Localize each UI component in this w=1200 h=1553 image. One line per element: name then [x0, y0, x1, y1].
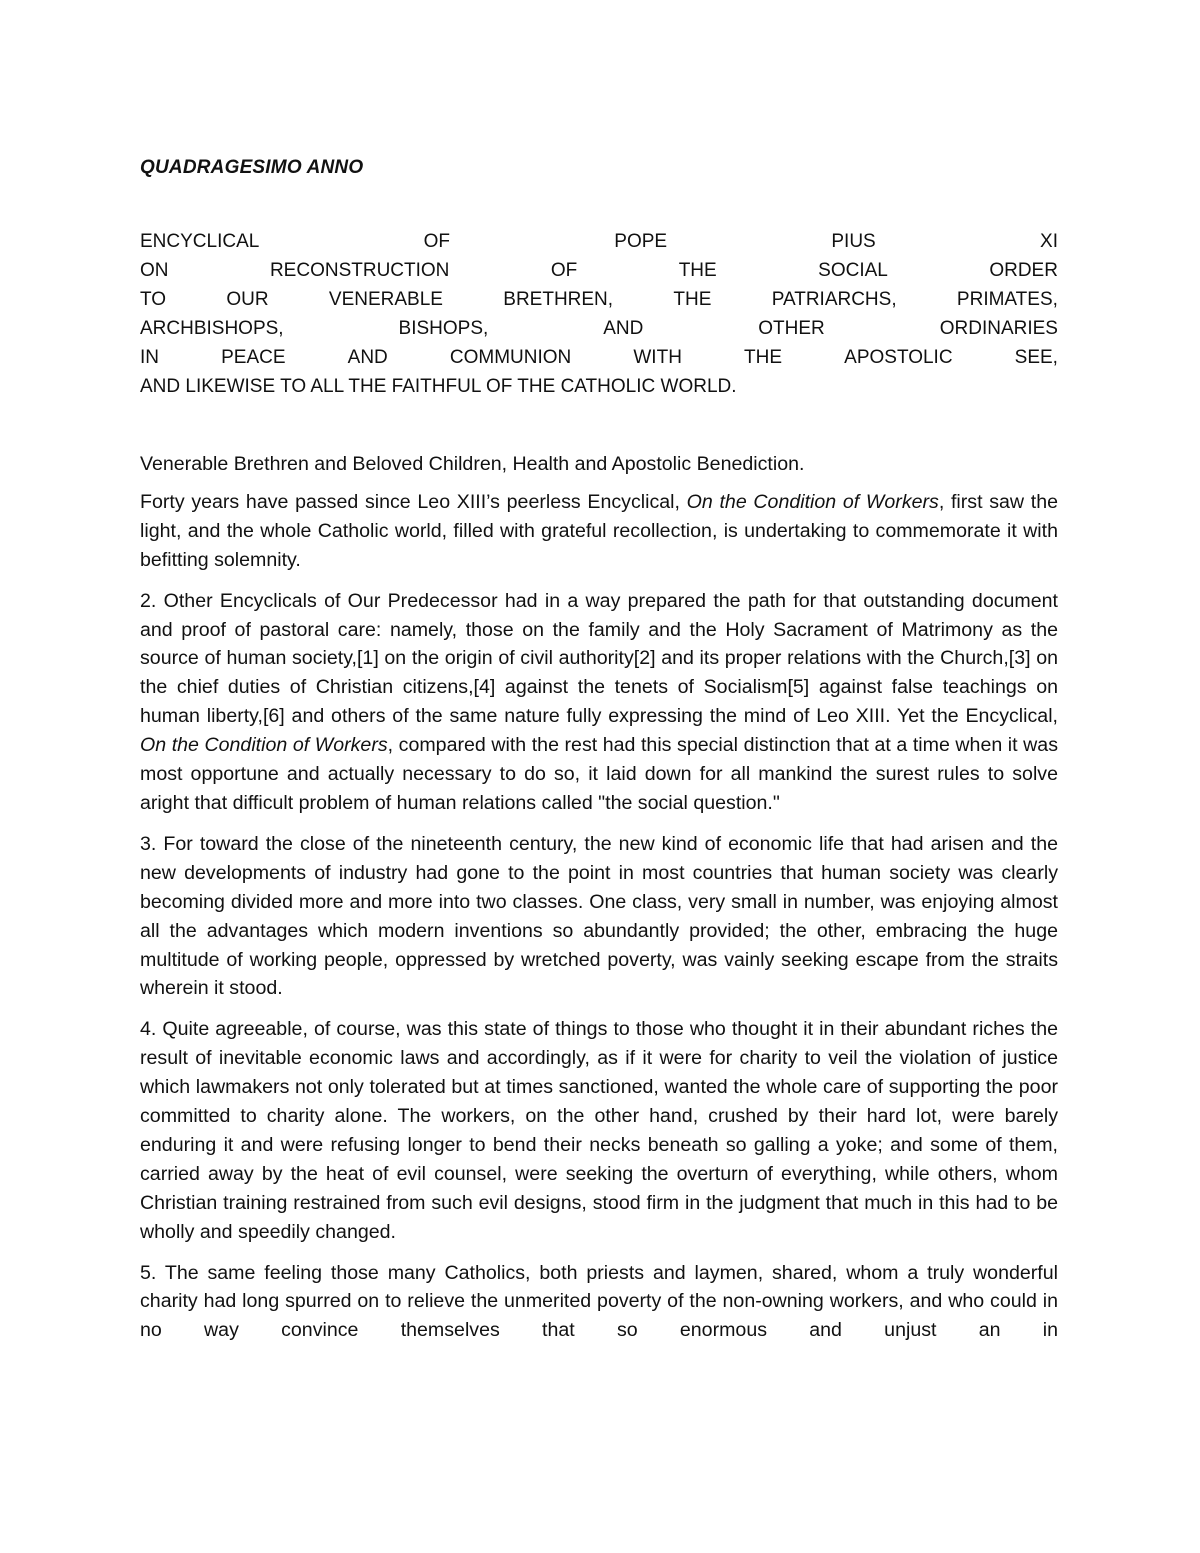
address-word: APOSTOLIC: [844, 347, 953, 368]
address-word: POPE: [614, 231, 668, 252]
encyclical-address: [140, 227, 1058, 401]
address-word: PATRIARCHS,: [771, 289, 897, 310]
address-word: AND: [603, 318, 644, 339]
address-word: COMMUNION: [449, 347, 572, 368]
salutation: Venerable Brethren and Beloved Children, Health and Apostolic Benediction.: [140, 453, 805, 475]
address-word: THE: [678, 260, 717, 281]
address-word: OUR: [226, 289, 269, 310]
paragraph-5: 5. The same feeling those many Catholics, both priests and laymen, shared, whom a truly wonderful charity had long spurred on to relieve the unmerited poverty of the non-owning workers, and who could in no way convince themselves that so enormous and unjust an in: [140, 1261, 1058, 1342]
address-line: [140, 227, 1058, 256]
address-word: TO: [140, 289, 167, 310]
address-line: [140, 285, 1058, 314]
address-line: [140, 372, 1058, 401]
address-word: THE: [673, 289, 712, 310]
address-word: IN: [140, 347, 159, 368]
paragraph-text: , compared with the rest had this special distinction that at a time when it was most opportune and actually necessary to do so, it laid down for all mankind the surest rules to solve aright that difficult problem of human relations called "the social question.": [140, 734, 1058, 814]
document-title: QUADRAGESIMO ANNO: [140, 157, 364, 178]
paragraph-text: Forty years have passed since Leo XIII’s peerless Encyclical,: [140, 490, 687, 513]
address-word: RECONSTRUCTION: [269, 260, 450, 281]
address-word: PIUS: [831, 231, 876, 252]
address-word: ENCYCLICAL: [140, 231, 260, 252]
document-body: [140, 450, 1058, 1357]
address-word: XI: [1040, 231, 1058, 252]
address-word: PEACE: [221, 347, 286, 368]
paragraph-text: 2. Other Encyclicals of Our Predecessor had in a way prepared the path for that outstanding document and proof of pastoral care: namely, those on the family and the Holy Sacrament of Matrimony as the source of human society,[1] on the origin of civil authority[2] and its proper relations with the Church,[3] on the chief duties of Christian citizens,[4] against the tenets of Socialism[5] against false teachings on human liberty,[6] and others of the same nature fully expressing the mind of Leo XIII. Yet the Encyclical,: [140, 589, 1058, 728]
address-last-line: AND LIKEWISE TO ALL THE FAITHFUL OF THE CATHOLIC WORLD.: [140, 376, 737, 397]
address-word: WITH: [633, 347, 682, 368]
encyclical-title-italic: On the Condition of Workers: [140, 734, 388, 757]
address-word: ON: [140, 260, 169, 281]
paragraph-1: [140, 488, 1058, 575]
address-word: PRIMATES,: [956, 289, 1058, 310]
address-word: SEE,: [1014, 347, 1058, 368]
address-word: THE: [744, 347, 783, 368]
address-word: VENERABLE: [328, 289, 443, 310]
paragraph-2: [140, 587, 1058, 818]
address-word: ORDER: [989, 260, 1058, 281]
paragraph-3: 3. For toward the close of the nineteenth century, the new kind of economic life that had arisen and the new developments of industry had gone to the point in most countries that human society was clearly becoming divided more and more into two classes. One class, very small in number, was enjoying almost all the advantages which modern inventions so abundantly provided; the other, embracing the huge multitude of working people, oppressed by wretched poverty, was vainly seeking escape from the straits wherein it stood.: [140, 832, 1058, 1000]
address-line: [140, 343, 1058, 372]
address-word: OTHER: [758, 318, 825, 339]
address-word: ARCHBISHOPS,: [140, 318, 284, 339]
address-word: AND: [347, 347, 388, 368]
address-word: ORDINARIES: [939, 318, 1058, 339]
address-word: SOCIAL: [818, 260, 888, 281]
address-word: BISHOPS,: [398, 318, 489, 339]
encyclical-title-italic: On the Condition of Workers: [686, 490, 939, 513]
address-line: [140, 314, 1058, 343]
address-line: [140, 256, 1058, 285]
address-word: OF: [550, 260, 578, 281]
document-page: [140, 0, 1058, 1553]
paragraph-4: 4. Quite agreeable, of course, was this state of things to those who thought it in their abundant riches the result of inevitable economic laws and accordingly, as if it were for charity to veil the violation of justice which lawmakers not only tolerated but at times sanctioned, wanted the whole care of supporting the poor committed to charity alone. The workers, on the other hand, crushed by their hard lot, were barely enduring it and were refusing longer to bend their necks beneath so galling a yoke; and some of them, carried away by the heat of evil counsel, were seeking the overturn of everything, while others, whom Christian training restrained from such evil designs, stood firm in the judgment that much in this had to be wholly and speedily changed.: [140, 1018, 1058, 1243]
address-word: BRETHREN,: [503, 289, 614, 310]
address-word: OF: [423, 231, 450, 252]
paragraph-text: , first saw the light, and the whole Catholic world, filled with grateful recollection, is undertaking to commemorate it with befitting solemnity.: [140, 490, 1058, 571]
